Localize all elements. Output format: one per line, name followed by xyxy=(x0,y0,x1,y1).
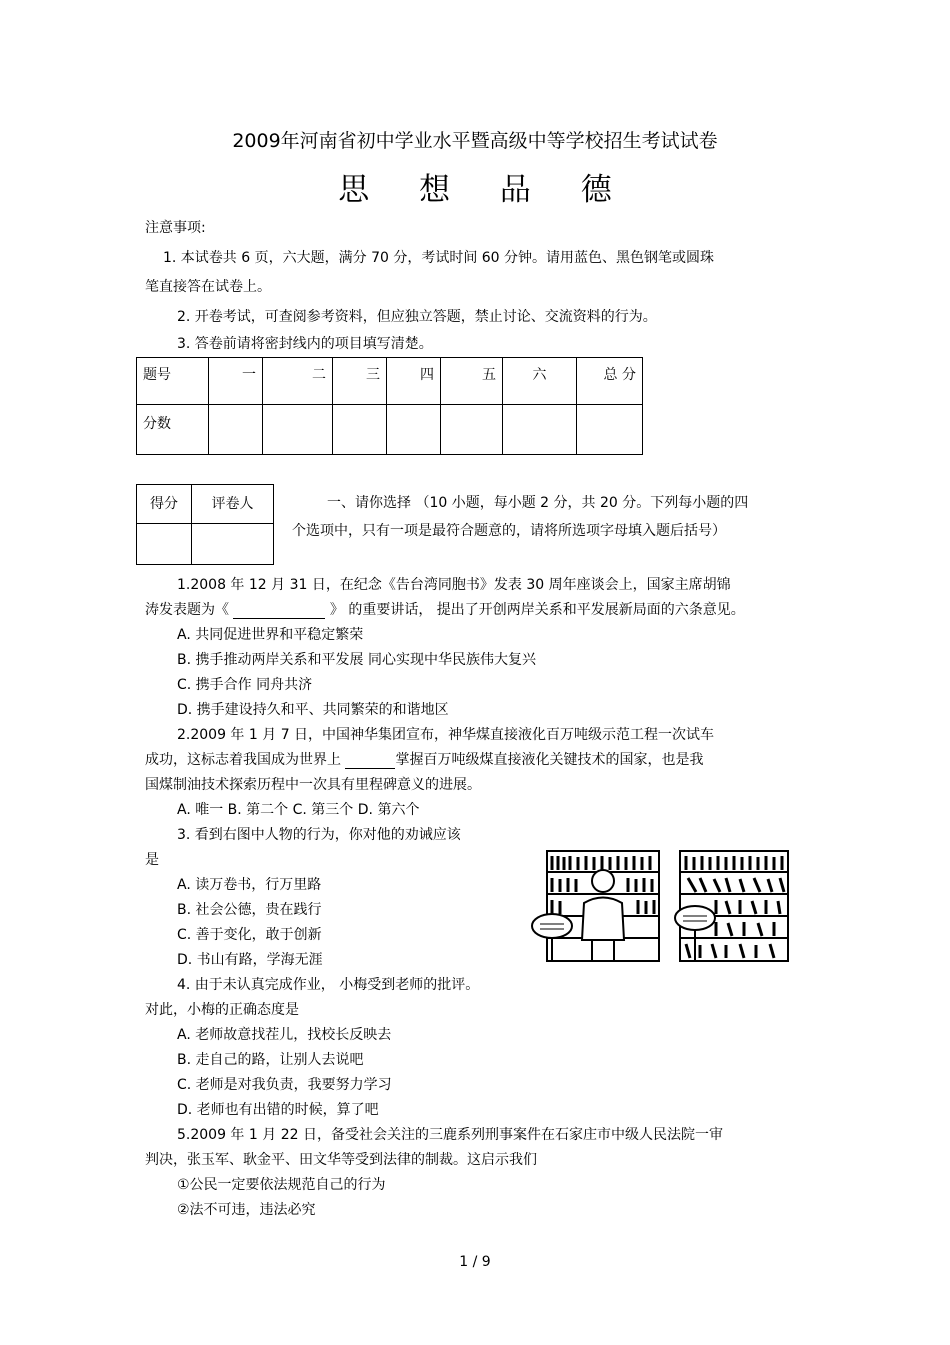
score-cell xyxy=(503,405,577,455)
question-3: 3. 看到右图中人物的行为，你对他的劝诫应该 xyxy=(177,827,461,843)
score-cell xyxy=(263,405,333,455)
q1-option-a: A. 共同促进世界和平稳定繁荣 xyxy=(177,627,364,643)
q1-option-d: D. 携手建设持久和平、共同繁荣的和谐地区 xyxy=(177,702,449,718)
q3-option-b: B. 社会公德，贵在践行 xyxy=(177,902,322,918)
score-col-2: 二 xyxy=(263,358,333,405)
grader-name-cell xyxy=(192,524,274,565)
note-item-2: 2. 开卷考试，可查阅参考资料，但应独立答题，禁止讨论、交流资料的行为。 xyxy=(177,309,657,325)
exam-title: 2009年河南省初中学业水平暨高级中等学校招生考试试卷 xyxy=(232,130,718,152)
page-number: 1 / 9 xyxy=(459,1254,491,1270)
grader-table xyxy=(136,484,274,565)
question-1-text-b: 》 的重要讲话， 提出了开创两岸关系和平发展新局面的六条意见。 xyxy=(325,602,745,619)
q4-option-c: C. 老师是对我负责，我要努力学习 xyxy=(177,1077,392,1093)
note-item-1-cont: 笔直接答在试卷上。 xyxy=(145,279,271,295)
q4-option-b: B. 走自己的路，让别人去说吧 xyxy=(177,1052,364,1068)
grader-name-label: 评卷人 xyxy=(192,485,274,524)
q1-option-b: B. 携手推动两岸关系和平发展 同心实现中华民族伟大复兴 xyxy=(177,652,536,668)
subject-title: 思 想 品 德 xyxy=(338,172,632,208)
q4-option-d: D. 老师也有出错的时候，算了吧 xyxy=(177,1102,379,1118)
question-5: 5.2009 年 1 月 22 日，备受社会关注的三鹿系列刑事案件在石家庄市中级人民法院一审 xyxy=(177,1127,723,1143)
section-1-instructions-cont: 个选项中，只有一项是最符合题意的，请将所选项字母填入题后括号） xyxy=(292,523,726,539)
q5-statement-2: ②法不可违，违法必究 xyxy=(177,1202,316,1218)
question-2: 2.2009 年 1 月 7 日，中国神华集团宣布，神华煤直接液化百万吨级示范工程一次试车 xyxy=(177,727,715,743)
score-table-header-label: 题号 xyxy=(137,358,209,405)
q3-option-d: D. 书山有路，学海无涯 xyxy=(177,952,323,968)
q3-option-c: C. 善于变化，敢于创新 xyxy=(177,927,322,943)
question-3-cont: 是 xyxy=(145,852,159,868)
section-1-instructions: 一、请你选择 （10 小题，每小题 2 分，共 20 分。下列每小题的四 xyxy=(327,495,749,511)
question-1-text-a: 涛发表题为《 xyxy=(145,602,234,619)
grader-score-label: 得分 xyxy=(137,485,192,524)
score-col-total: 总 分 xyxy=(577,358,643,405)
question-2-text-b: 掌握百万吨级煤直接液化关键技术的国家，也是我 xyxy=(395,752,704,769)
question-1-cont xyxy=(145,602,745,619)
score-col-5: 五 xyxy=(441,358,503,405)
score-cell xyxy=(577,405,643,455)
question-2-cont-2: 国煤制油技术探索历程中一次具有里程碑意义的进展。 xyxy=(145,777,481,793)
note-item-1: 1. 本试卷共 6 页，六大题，满分 70 分，考试时间 60 分钟。请用蓝色、黑色钢笔或圆珠 xyxy=(163,250,715,266)
score-col-4: 四 xyxy=(387,358,441,405)
q1-option-c: C. 携手合作 同舟共济 xyxy=(177,677,313,693)
score-col-3: 三 xyxy=(333,358,387,405)
question-4-cont: 对此，小梅的正确态度是 xyxy=(145,1002,299,1018)
score-table xyxy=(136,357,643,455)
question-2-cont xyxy=(145,752,703,769)
score-col-1: 一 xyxy=(209,358,263,405)
score-cell xyxy=(387,405,441,455)
q2-options: A. 唯一 B. 第二个 C. 第三个 D. 第六个 xyxy=(177,802,420,818)
score-col-6: 六 xyxy=(503,358,577,405)
grader-score-cell xyxy=(137,524,192,565)
answer-blank xyxy=(233,602,325,619)
q5-statement-1: ①公民一定要依法规范自己的行为 xyxy=(177,1177,386,1193)
question-1: 1.2008 年 12 月 31 日，在纪念《告台湾同胞书》发表 30 周年座谈会上，国家主席胡锦 xyxy=(177,577,731,593)
answer-blank xyxy=(345,752,395,769)
question-2-text-a: 成功，这标志着我国成为世界上 xyxy=(145,752,346,769)
note-item-3: 3. 答卷前请将密封线内的项目填写清楚。 xyxy=(177,336,433,352)
q4-option-a: A. 老师故意找茬儿，找校长反映去 xyxy=(177,1027,392,1043)
score-cell xyxy=(209,405,263,455)
person-figure xyxy=(582,870,624,961)
question-4: 4. 由于未认真完成作业， 小梅受到老师的批评。 xyxy=(177,977,480,993)
notes-heading: 注意事项: xyxy=(145,220,206,236)
question-5-cont: 判决，张玉军、耿金平、田文华等受到法律的制裁。这启示我们 xyxy=(145,1152,537,1168)
q3-option-a: A. 读万卷书，行万里路 xyxy=(177,877,322,893)
score-cell xyxy=(333,405,387,455)
score-cell xyxy=(441,405,503,455)
score-table-score-label: 分数 xyxy=(137,405,209,455)
cartoon-illustration xyxy=(530,848,792,966)
